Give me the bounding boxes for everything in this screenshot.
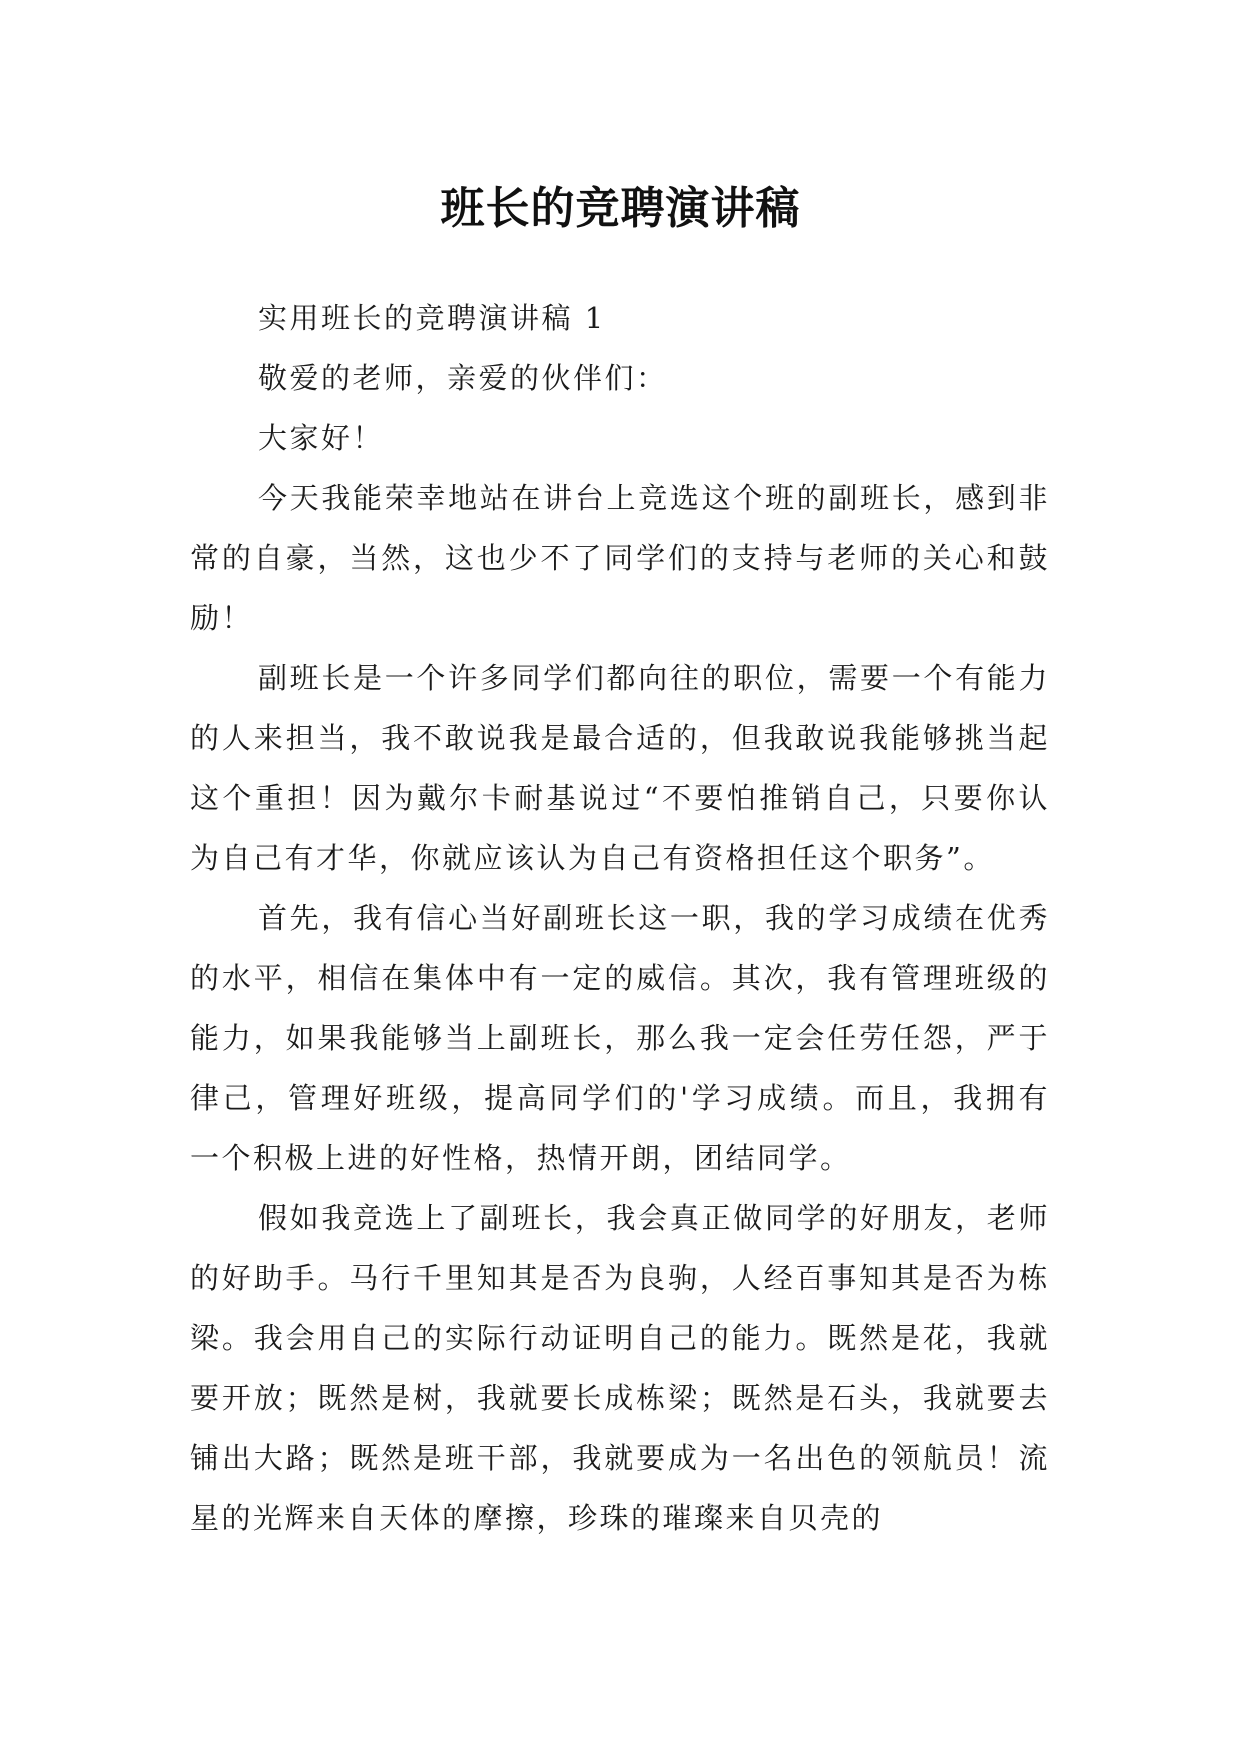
paragraph: 首先，我有信心当好副班长这一职，我的学习成绩在优秀的水平，相信在集体中有一定的威信。其次，我有管理班级的能力，如果我能够当上副班长，那么我一定会任劳任怨，严于律己，管理好班级，提高同学们的'学习成绩。而且，我拥有一个积极上进的好性格，热情开朗，团结同学。	[190, 901, 1050, 1175]
paragraph-salutation: 敬爱的老师，亲爱的伙伴们：	[258, 361, 668, 395]
paragraph: 副班长是一个许多同学们都向往的职位，需要一个有能力的人来担当，我不敢说我是最合适的，但我敢说我能够挑当起这个重担！因为戴尔卡耐基说过“不要怕推销自己，只要你认为自己有才华，你就应该认为自己有资格担任这个职务”。	[190, 661, 1050, 875]
document-title: 班长的竞聘演讲稿	[440, 183, 801, 235]
paragraph: 今天我能荣幸地站在讲台上竞选这个班的副班长，感到非常的自豪，当然，这也少不了同学们的支持与老师的关心和鼓励！	[190, 481, 1050, 635]
paragraph-greeting: 大家好！	[258, 421, 385, 455]
paragraph-heading: 实用班长的竞聘演讲稿 1	[258, 301, 606, 335]
paragraph: 假如我竞选上了副班长，我会真正做同学的好朋友，老师的好助手。马行千里知其是否为良驹，人经百事知其是否为栋梁。我会用自己的实际行动证明自己的能力。既然是花，我就要开放；既然是树，我就要长成栋梁；既然是石头，我就要去铺出大路；既然是班干部，我就要成为一名出色的领航员！流星的光辉来自天体的摩擦，珍珠的璀璨来自贝壳的	[190, 1201, 1050, 1535]
document-body	[190, 288, 1050, 1548]
